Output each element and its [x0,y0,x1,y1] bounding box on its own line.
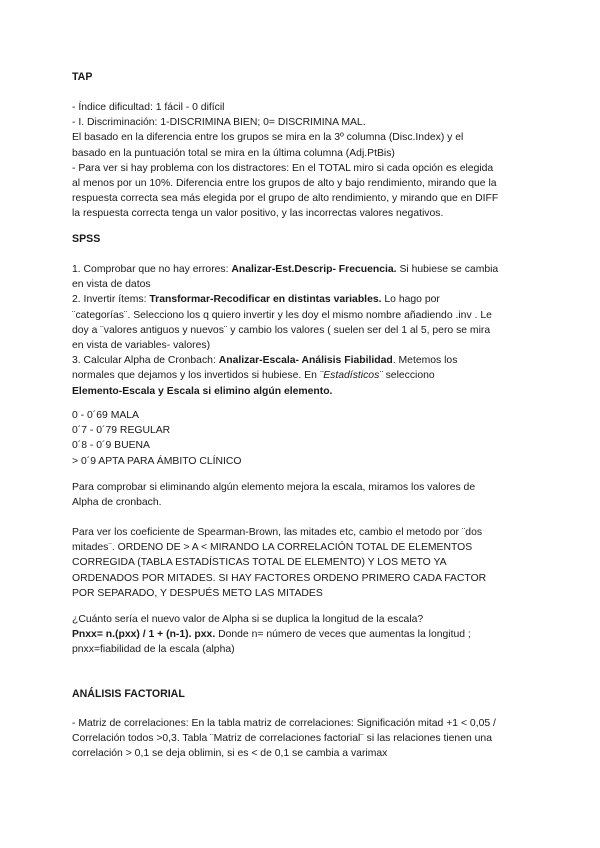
spss-body [72,262,542,399]
spss-line: en vista de variables- valores) [72,340,211,352]
alpha-scale-item: 0´7 - 0´79 REGULAR [72,425,171,437]
formula-line: Pnxx= n.(pxx) / 1 + (n-1). pxx. Donde n= número de veces que aumentas la longitud ; [72,629,471,641]
paragraph-line: ORDENADOS POR MITADES. SI HAY FACTORES ORDENO PRIMERO CADA FACTOR [72,572,487,584]
alpha-scale-item: 0´8 - 0´9 BUENA [72,440,150,452]
tap-line: respuesta correcta sea más elegida por el grupo de alto rendimiento, y mirando que en DIFF [72,193,499,205]
spss-step-2: 2. Invertir ítems: Transformar-Recodificar en distintas variables. Lo hago por [72,294,440,306]
spss-line: normales que dejamos y los invertidos si hubiese. En ¨Estadísticos¨ selecciono [72,370,435,382]
tap-line: - Para ver si hay problema con los distractores: En el TOTAL miro si cada opción es elegida [72,162,494,174]
section-title-spss: SPSS [72,233,101,245]
alpha-scale-item: 0 - 0´69 MALA [72,410,139,421]
spss-line: ¨categorías¨. Selecciono los q quiero invertir y les doy el mismo nombre añadiendo .inv . Le [72,309,492,321]
spss-line: doy a ¨valores antiguos y nuevos¨ y cambio los valores ( suelen ser del 1 al 5, pero se mira [72,324,491,336]
tap-line: - Índice dificultad: 1 fácil - 0 difícil [72,102,225,113]
tap-heading-block [72,70,542,85]
tap-line: al menos por un 10%. Diferencia entre los grupos de alto y bajo rendimiento, mirando que la [72,178,497,190]
paragraph-line: Para comprobar si eliminando algún elemento mejora la escala, miramos los valores de [72,482,476,493]
alpha-scale-item: > 0´9 APTA PARA ÁMBITO CLÍNICO [72,455,242,467]
section-title-factorial: ANÁLISIS FACTORIAL [72,688,185,700]
eliminar-paragraph [72,480,542,510]
tap-line: la respuesta correcta tenga un valor positivo, y las incorrectas valores negativos. [72,208,444,220]
alpha-scale [72,408,542,469]
spss-line: en vista de datos [72,279,151,291]
section-title-tap: TAP [72,71,93,83]
tap-line: basado en la puntuación total se mira en la última columna (Adj.PtBis) [72,147,395,159]
paragraph-line: POR SEPARADO, Y DESPUÉS METO LAS MITADES [72,587,323,599]
spss-step-3: 3. Calcular Alpha de Cronbach: Analizar-Escala- Análisis Fiabilidad. Metemos los [72,355,458,367]
spearman-paragraph [72,525,542,601]
spss-step-1: 1. Comprobar que no hay errores: Analizar-Est.Descrip- Frecuencia. Si hubiese se cambia [72,264,499,275]
factorial-heading-block [72,687,542,702]
paragraph-line: pnxx=fiabilidad de la escala (alpha) [72,644,235,656]
factorial-body [72,716,542,762]
tap-body [72,100,542,222]
paragraph-line: CORREGIDA (TABLA ESTADÍSTICAS TOTAL DE ELEMENTO) Y LOS METO YA [72,557,447,569]
factorial-line: - Matriz de correlaciones: En la tabla matriz de correlaciones: Significación mitad +1 < 0,05 / [72,718,496,729]
spss-heading-block [72,232,542,247]
paragraph-line: mitades¨. ORDENO DE > A < MIRANDO LA CORRELACIÓN TOTAL DE ELEMENTOS [72,542,473,554]
tap-line: El basado en la diferencia entre los grupos se mira en la 3º columna (Disc.Index) y el [72,132,464,144]
question-line: ¿Cuánto sería el nuevo valor de Alpha si se duplica la longitud de la escala? [72,614,424,625]
factorial-line: correlación > 0,1 se deja oblimin, si es < de 0,1 se cambia a varimax [72,748,388,760]
alpha-doble-paragraph [72,612,542,658]
factorial-line: Correlación todos >0,3. Tabla ¨Matriz de correlaciones factorial¨ si las relaciones tienen una [72,733,492,745]
tap-line: - I. Discriminación: 1-DISCRIMINA BIEN; 0= DISCRIMINA MAL. [72,117,366,129]
paragraph-line: Para ver los coeficiente de Spearman-Brown, las mitades etc, cambio el metodo por ¨dos [72,527,483,538]
paragraph-line: Alpha de cronbach. [72,497,162,509]
spss-line-bold: Elemento-Escala y Escala si elimino algún elemento. [72,385,333,397]
